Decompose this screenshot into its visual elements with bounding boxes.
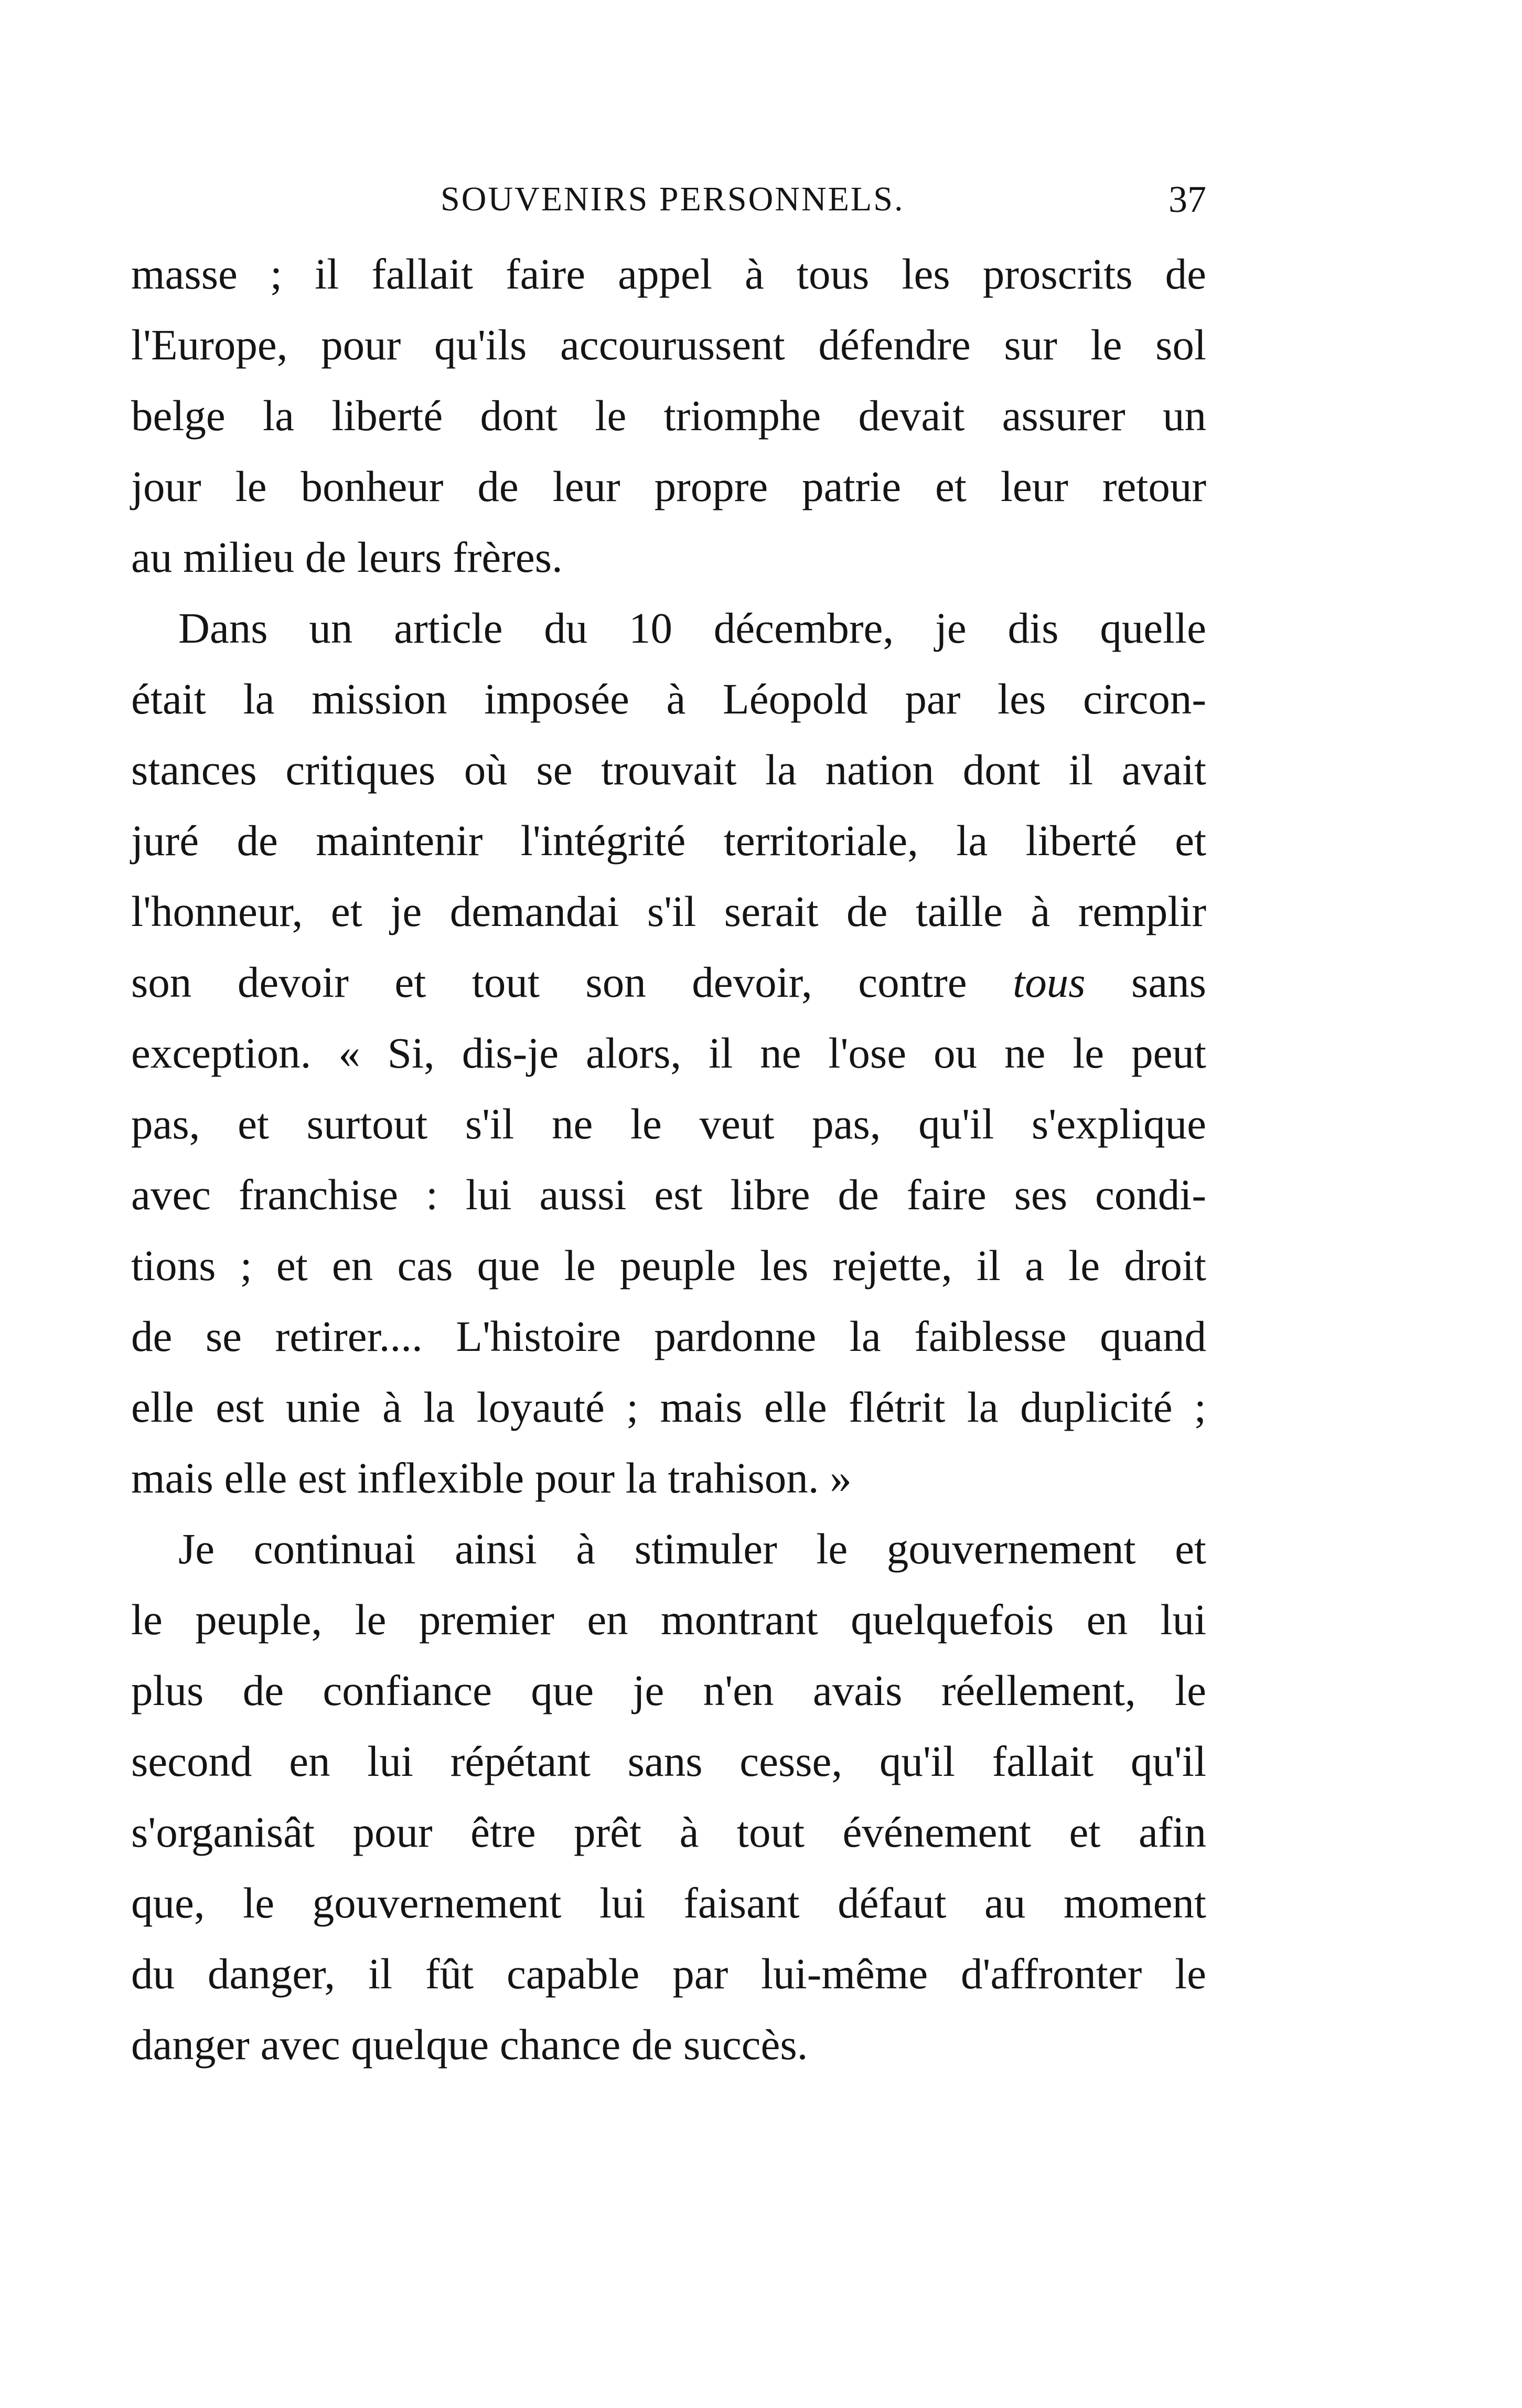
text-line: était la mission imposée à Léopold par les circon-: [131, 675, 1206, 723]
text-line: second en lui répétant sans cesse, qu'il fallait qu'il: [131, 1737, 1206, 1785]
text-line: l'Europe, pour qu'ils accourussent défendre sur le sol: [131, 321, 1206, 369]
text-line: au milieu de leurs frères.: [131, 533, 563, 581]
text-line: tions ; et en cas que le peuple les rejette, il a le droit: [131, 1241, 1206, 1290]
text-line: masse ; il fallait faire appel à tous les proscrits de: [131, 250, 1206, 298]
text-line: mais elle est inflexible pour la trahison. »: [131, 1454, 852, 1502]
text-line: Dans un article du 10 décembre, je dis quelle: [178, 604, 1206, 652]
text-line: exception. « Si, dis-je alors, il ne l'ose ou ne le peut: [131, 1029, 1206, 1077]
text-line: danger avec quelque chance de succès.: [131, 2020, 808, 2069]
text-line: s'organisât pour être prêt à tout événement et afin: [131, 1808, 1206, 1856]
text-line: son devoir et tout son devoir, contre tous sans: [131, 958, 1206, 1006]
emphasized-word: tous: [1013, 958, 1086, 1006]
text-line: plus de confiance que je n'en avais réellement, le: [131, 1666, 1206, 1714]
text-line: juré de maintenir l'intégrité territoriale, la liberté et: [131, 816, 1206, 865]
text-line: du danger, il fût capable par lui-même d'affronter le: [131, 1949, 1206, 1998]
page-number: 37: [1169, 178, 1206, 220]
paragraph-2: [131, 593, 1206, 1514]
paragraph-3: [131, 1514, 1206, 2080]
text-line: Je continuai ainsi à stimuler le gouvernement et: [178, 1525, 1206, 1573]
text-line: de se retirer.... L'histoire pardonne la faiblesse quand: [131, 1312, 1206, 1360]
text-line: que, le gouvernement lui faisant défaut au moment: [131, 1879, 1206, 1927]
text-line: jour le bonheur de leur propre patrie et leur retour: [131, 462, 1206, 510]
page-header: [131, 171, 1206, 233]
text-line: elle est unie à la loyauté ; mais elle flétrit la duplicité ;: [131, 1383, 1206, 1431]
text-line: belge la liberté dont le triomphe devait assurer un: [131, 391, 1206, 440]
text-line: le peuple, le premier en montrant quelquefois en lui: [131, 1595, 1206, 1644]
text-line: l'honneur, et je demandai s'il serait de taille à remplir: [131, 887, 1206, 935]
running-title: SOUVENIRS PERSONNELS.: [441, 180, 905, 218]
text-line: pas, et surtout s'il ne le veut pas, qu'il s'explique: [131, 1100, 1206, 1148]
text-line: avec franchise : lui aussi est libre de faire ses condi-: [131, 1170, 1206, 1219]
text-line: stances critiques où se trouvait la nation dont il avait: [131, 745, 1206, 794]
body-text: [131, 239, 1206, 2080]
paragraph-1: [131, 239, 1206, 593]
